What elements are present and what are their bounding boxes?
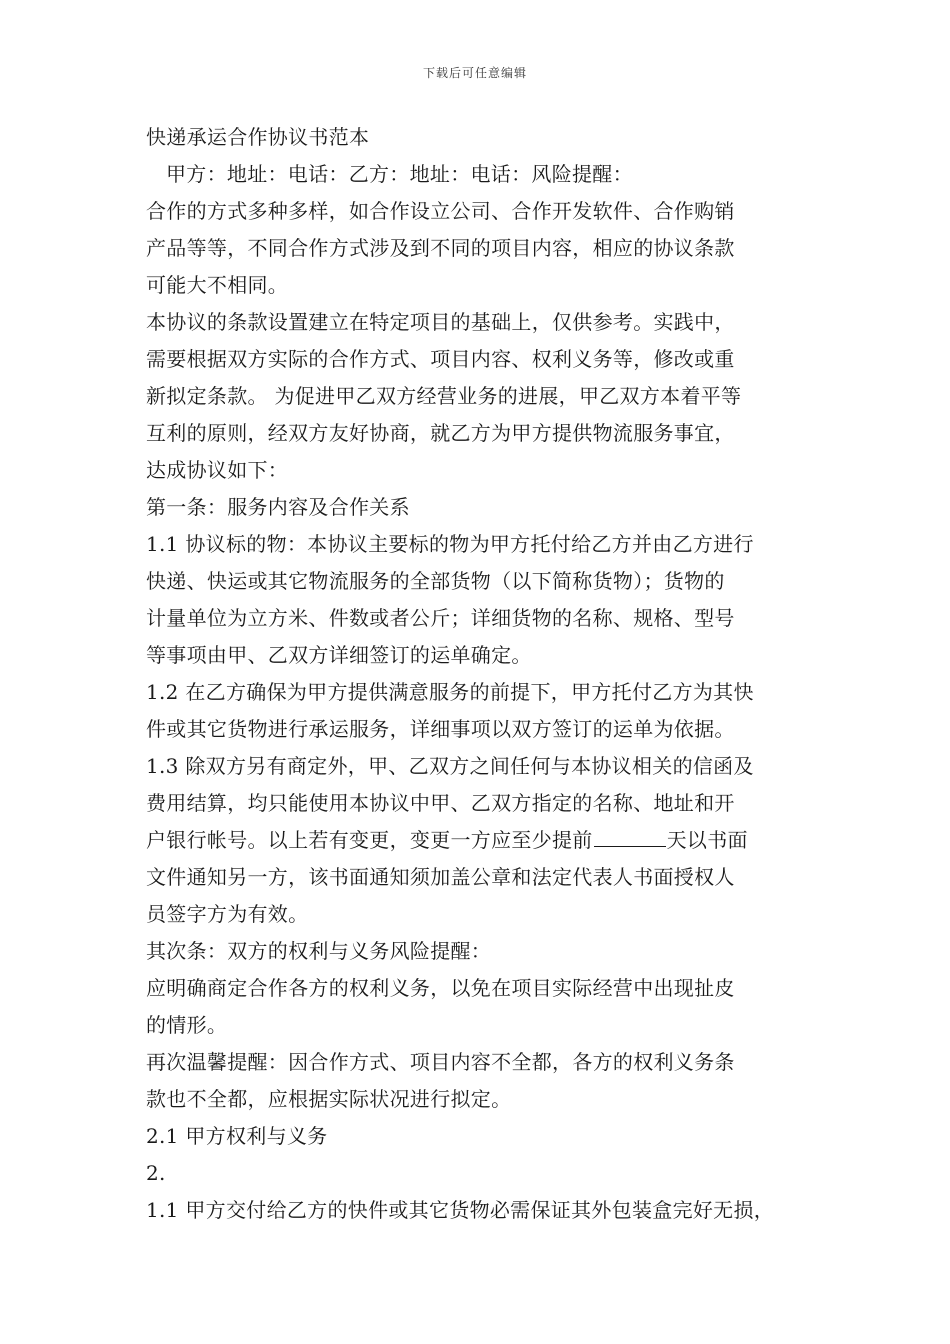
article-1-heading: 第一条：服务内容及合作关系 (146, 495, 410, 519)
clause-1-2-line: 件或其它货物进行承运服务，详细事项以双方签订的运单为依据。 (146, 717, 735, 741)
paragraph-line: 款也不全都，应根据实际状况进行拟定。 (146, 1087, 512, 1111)
paragraph-line: 的情形。 (146, 1013, 228, 1037)
clause-2-number: 2. (146, 1161, 166, 1185)
paragraph-line: 互利的原则，经双方友好协商，就乙方为甲方提供物流服务事宜， (146, 421, 735, 445)
paragraph-line: 本协议的条款设置建立在特定项目的基础上，仅供参考。实践中， (146, 310, 735, 334)
document-body (146, 119, 816, 1229)
paragraph-line: 产品等等，不同合作方式涉及到不同的项目内容，相应的协议条款 (146, 236, 735, 260)
clause-2-1-heading: 2.1 甲方权利与义务 (146, 1124, 328, 1148)
paragraph-line: 可能大不相同。 (146, 273, 289, 297)
paragraph-line: 合作的方式多种多样，如合作设立公司、合作开发软件、合作购销 (146, 199, 735, 223)
paragraph-line: 达成协议如下： (146, 458, 289, 482)
page-header: 下载后可任意编辑 (422, 66, 527, 80)
clause-1-3-blank-line (146, 822, 816, 859)
clause-1-1-line: 快递、快运或其它物流服务的全部货物（以下简称货物）；货物的 (146, 569, 725, 593)
clause-1-3-text: 天以书面 (666, 828, 748, 852)
paragraph-line: 需要根据双方实际的合作方式、项目内容、权利义务等，修改或重 (146, 347, 735, 371)
days-blank-field[interactable] (594, 824, 666, 847)
clause-1-3-line: 文件通知另一方，该书面通知须加盖公章和法定代表人书面授权人 (146, 865, 735, 889)
paragraph-line: 新拟定条款。 为促进甲乙双方经营业务的进展，甲乙双方本着平等 (146, 384, 742, 408)
clause-1-1-line: 1.1 协议标的物：本协议主要标的物为甲方托付给乙方并由乙方进行 (146, 532, 754, 556)
document-title: 快递承运合作协议书范本 (146, 125, 370, 149)
paragraph-line: 应明确商定合作各方的权利义务，以免在项目实际经营中出现扯皮 (146, 976, 735, 1000)
parties-line: 甲方：地址：电话：乙方：地址：电话：风险提醒： (166, 162, 633, 186)
clause-1-3-line: 费用结算，均只能使用本协议中甲、乙双方指定的名称、地址和开 (146, 791, 735, 815)
clause-1-3-line: 员签字方为有效。 (146, 902, 309, 926)
clause-1-3-line: 1.3 除双方另有商定外，甲、乙双方之间任何与本协议相关的信函及 (146, 754, 754, 778)
paragraph-line: 再次温馨提醒：因合作方式、项目内容不全都，各方的权利义务条 (146, 1050, 735, 1074)
article-2-heading: 其次条：双方的权利与义务风险提醒： (146, 939, 492, 963)
clause-1-1-line: 计量单位为立方米、件数或者公斤；详细货物的名称、规格、型号 (146, 606, 735, 630)
clause-1-3-text: 户银行帐号。以上若有变更，变更一方应至少提前 (146, 828, 593, 852)
clause-1-2-line: 1.2 在乙方确保为甲方提供满意服务的前提下，甲方托付乙方为其快 (146, 680, 754, 704)
clause-2-1-1-line: 1.1 甲方交付给乙方的快件或其它货物必需保证其外包装盒完好无损， (146, 1198, 775, 1222)
clause-1-1-line: 等事项由甲、乙双方详细签订的运单确定。 (146, 643, 532, 667)
